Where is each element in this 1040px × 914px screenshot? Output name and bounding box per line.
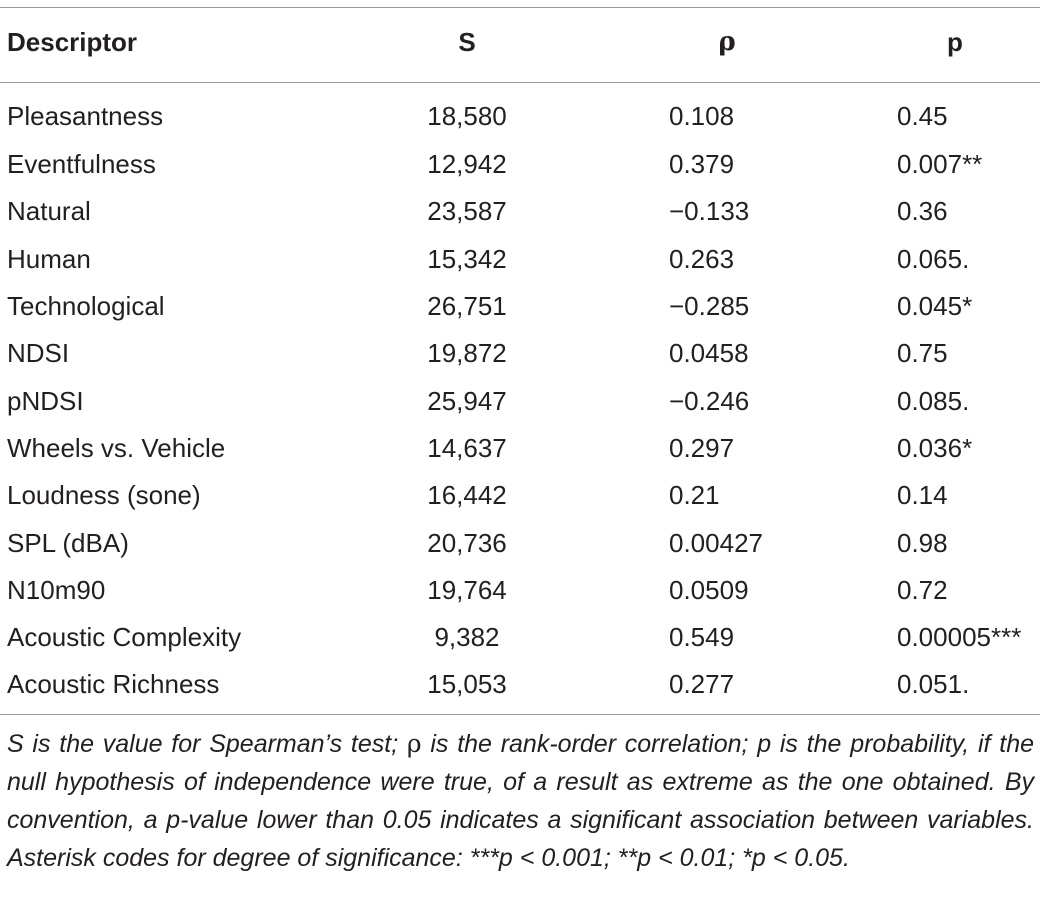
table-row — [0, 330, 1040, 377]
cell-rho: 0.263 — [669, 243, 735, 274]
cell-descriptor: Eventfulness — [7, 149, 156, 180]
cell-rho: 0.379 — [669, 149, 735, 180]
cell-rho: 0.549 — [669, 622, 735, 653]
cell-descriptor: Technological — [7, 291, 165, 322]
cell-s: 16,442 — [427, 480, 507, 511]
cell-descriptor: pNDSI — [7, 385, 84, 416]
footnote-part1: S is the value for Spearman’s test; — [7, 730, 407, 758]
header-p: p — [947, 26, 963, 57]
cell-s: 20,736 — [427, 527, 507, 558]
cell-rho: 0.21 — [669, 480, 720, 511]
table-row — [0, 567, 1040, 614]
cell-rho: 0.0509 — [669, 574, 749, 605]
cell-p: 0.14 — [897, 480, 948, 511]
table-body — [0, 84, 1040, 709]
cell-rho: 0.108 — [669, 101, 735, 131]
table-row — [0, 84, 1040, 141]
cell-p: 0.00005*** — [897, 622, 1022, 653]
cell-descriptor: Acoustic Richness — [7, 669, 220, 700]
cell-descriptor: Loudness (sone) — [7, 480, 201, 511]
cell-s: 26,751 — [427, 291, 507, 322]
cell-p: 0.36 — [897, 196, 948, 227]
header-row — [0, 0, 1040, 84]
table-row — [0, 614, 1040, 661]
footnote-part2: is the rank-order correlation; p is the probability, if the null hypothesis of independence were true, of a result as extreme as the one obtained. By convention, a p-value lower than 0.05 indicates a significant association between variables. Asterisk codes for degree of significance: ***p < 0.001; **p < 0.01; *p < 0.05. — [7, 730, 1035, 872]
cell-rho: −0.133 — [669, 196, 750, 227]
cell-s: 12,942 — [427, 149, 507, 180]
cell-rho: 0.277 — [669, 669, 735, 700]
table-bottom-rule — [0, 714, 1040, 715]
header-descriptor: Descriptor — [7, 26, 138, 57]
table-row — [0, 472, 1040, 519]
cell-p: 0.007** — [897, 149, 983, 180]
cell-p: 0.036* — [897, 432, 973, 463]
cell-s: 15,342 — [427, 243, 507, 274]
header-s: S — [458, 26, 476, 57]
cell-rho: 0.0458 — [669, 338, 749, 369]
table-row — [0, 425, 1040, 472]
cell-p: 0.085. — [897, 385, 970, 416]
cell-p: 0.75 — [897, 338, 948, 369]
table-row — [0, 661, 1040, 708]
cell-rho: −0.246 — [669, 385, 750, 416]
cell-p: 0.045* — [897, 291, 973, 322]
table-row — [0, 283, 1040, 330]
cell-s: 25,947 — [427, 385, 507, 416]
cell-s: 9,382 — [434, 622, 500, 653]
cell-s: 19,872 — [427, 338, 507, 369]
cell-descriptor: Natural — [7, 196, 91, 227]
table-row — [0, 236, 1040, 283]
table-row — [0, 377, 1040, 424]
cell-s: 18,580 — [427, 101, 507, 131]
cell-s: 14,637 — [427, 432, 507, 463]
cell-s: 15,053 — [427, 669, 507, 700]
table-row — [0, 519, 1040, 566]
cell-rho: 0.297 — [669, 432, 735, 463]
cell-s: 19,764 — [427, 574, 507, 605]
cell-s: 23,587 — [427, 196, 507, 227]
footnote-rho: ρ — [406, 729, 422, 758]
header-rho: ρ — [718, 27, 736, 57]
cell-p: 0.98 — [897, 527, 948, 558]
cell-p: 0.051. — [897, 669, 970, 700]
table-row — [0, 188, 1040, 235]
cell-rho: −0.285 — [669, 291, 750, 322]
table-row — [0, 141, 1040, 188]
cell-p: 0.45 — [897, 101, 948, 131]
cell-descriptor: N10m90 — [7, 574, 106, 605]
cell-descriptor: Acoustic Complexity — [7, 622, 242, 653]
cell-p: 0.065. — [897, 243, 970, 274]
cell-p: 0.72 — [897, 574, 948, 605]
table-header — [0, 0, 1040, 84]
table-footnote — [7, 725, 1034, 877]
cell-descriptor: Wheels vs. Vehicle — [7, 432, 226, 463]
cell-rho: 0.00427 — [669, 527, 763, 558]
cell-descriptor: Pleasantness — [7, 101, 164, 131]
cell-descriptor: Human — [7, 243, 91, 274]
cell-descriptor: SPL (dBA) — [7, 527, 129, 558]
cell-descriptor: NDSI — [7, 338, 70, 369]
